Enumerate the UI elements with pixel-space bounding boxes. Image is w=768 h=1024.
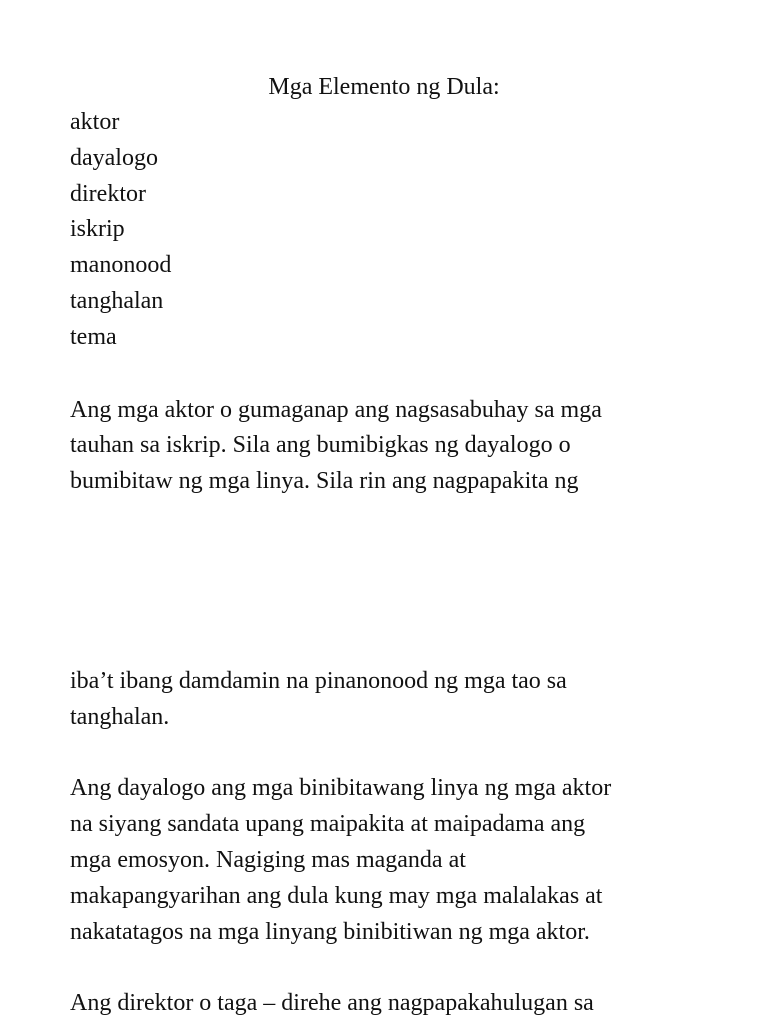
list-item: iskrip — [70, 216, 125, 242]
paragraph-line: tauhan sa iskrip. Sila ang bumibigkas ng dayalogo o — [70, 432, 571, 458]
list-item: direktor — [70, 181, 146, 207]
list-item: dayalogo — [70, 145, 158, 171]
list-item: tema — [70, 324, 117, 350]
paragraph-line: nakatatagos na mga linyang binibitiwan ng mga aktor. — [70, 919, 590, 945]
paragraph-line: makapangyarihan ang dula kung may mga malalakas at — [70, 883, 603, 909]
list-item: tanghalan — [70, 288, 164, 314]
document-title: Mga Elemento ng Dula: — [268, 74, 500, 100]
paragraph-line: iba’t ibang damdamin na pinanonood ng mga tao sa — [70, 668, 567, 694]
paragraph-line: Ang mga aktor o gumaganap ang nagsasabuhay sa mga — [70, 397, 602, 423]
paragraph-line: na siyang sandata upang maipakita at maipadama ang — [70, 811, 586, 837]
paragraph-line: bumibitaw ng mga linya. Sila rin ang nagpapakita ng — [70, 468, 579, 494]
list-item: aktor — [70, 109, 120, 135]
paragraph-line: tanghalan. — [70, 704, 170, 730]
list-item: manonood — [70, 252, 172, 278]
paragraph-line: mga emosyon. Nagiging mas maganda at — [70, 847, 466, 873]
paragraph-line: Ang dayalogo ang mga binibitawang linya ng mga aktor — [70, 775, 612, 801]
paragraph-line: Ang direktor o taga – direhe ang nagpapakahulugan sa — [70, 990, 594, 1016]
